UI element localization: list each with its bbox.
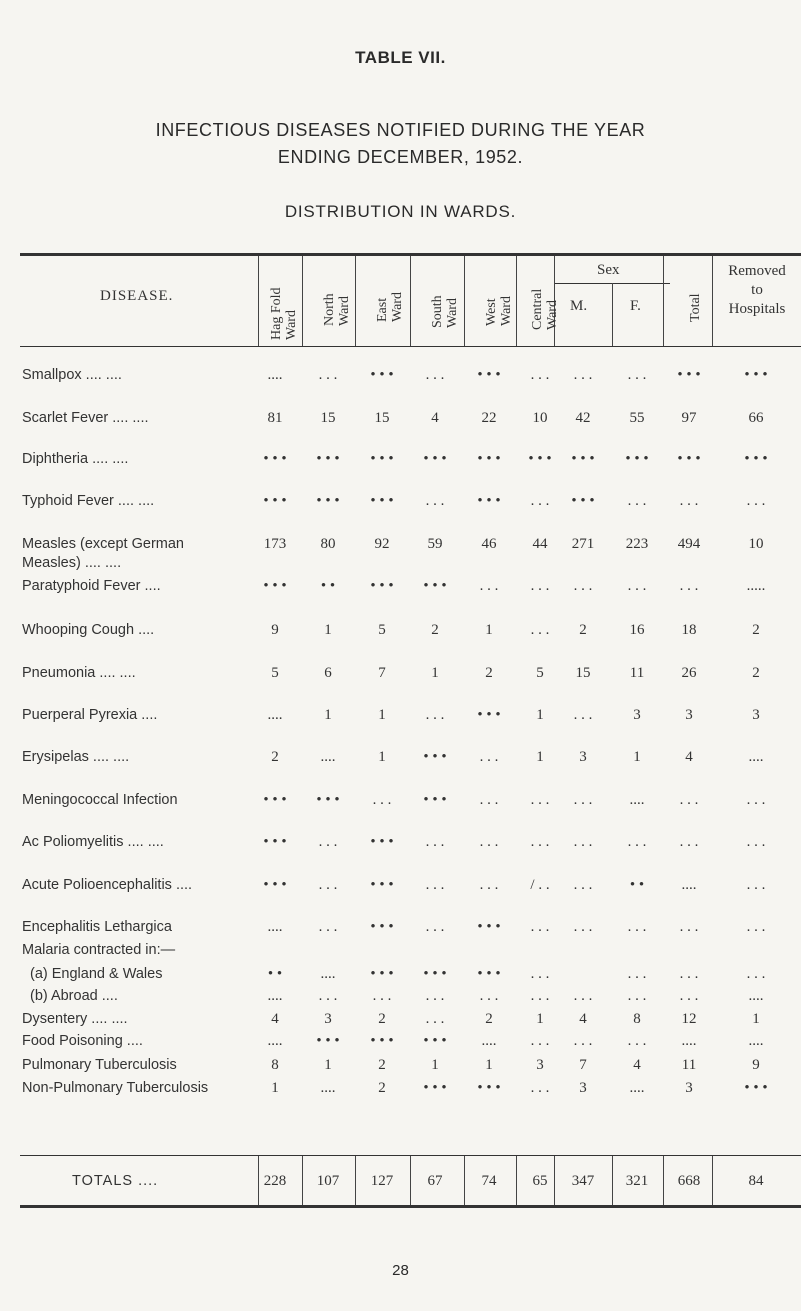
table-cell: • • • (528, 451, 552, 467)
table-cell: . . . (479, 578, 499, 594)
table-cell: • • • (316, 451, 340, 467)
disease-label: Scarlet Fever .... .... (22, 410, 149, 426)
disease-label-continued: Measles) .... .... (22, 555, 122, 571)
table-cell: . . . (530, 578, 550, 594)
table-cell: 10 (532, 410, 548, 426)
table-cell: • • • (423, 792, 447, 808)
table-cell: • • • (677, 451, 701, 467)
table-cell: 9 (752, 1057, 760, 1073)
column-divider (355, 256, 356, 346)
table-cell: . . . (627, 834, 647, 850)
table-cell: • • • (477, 966, 501, 982)
table-cell: • • • (316, 493, 340, 509)
table-cell: • • • (370, 1033, 394, 1049)
table-cell: • • • (370, 919, 394, 935)
north-ward-header: North Ward (322, 293, 352, 326)
table-cell: .... (748, 988, 764, 1004)
table-cell: 26 (681, 665, 697, 681)
table-cell: • • • (625, 451, 649, 467)
table-cell: . . . (530, 966, 550, 982)
table-cell: • • • (477, 707, 501, 723)
table-cell: 2 (378, 1057, 386, 1073)
table-cell: 4 (633, 1057, 641, 1073)
table-cell: 4 (431, 410, 439, 426)
sex-f-header: F. (630, 298, 641, 314)
page-number: 28 (392, 1262, 409, 1279)
table-cell: . . . (627, 1033, 647, 1049)
table-cell: • • • (423, 966, 447, 982)
table-cell: 1 (431, 1057, 439, 1073)
table-title-line2: ENDING DECEMBER, 1952. (277, 147, 524, 167)
table-cell: . . . (530, 367, 550, 383)
table-title-line1: INFECTIOUS DISEASES NOTIFIED DURING THE YEAR (155, 120, 646, 140)
table-cell: 55 (629, 410, 645, 426)
table-cell: . . . (573, 834, 593, 850)
table-cell: 223 (625, 536, 649, 552)
disease-label: Diphtheria .... .... (22, 451, 129, 467)
table-cell: .... (629, 1080, 645, 1096)
table-cell: • • • (263, 451, 287, 467)
table-cell: . . . (627, 988, 647, 1004)
totals-cell: 127 (370, 1173, 394, 1189)
table-cell: 22 (481, 410, 497, 426)
table-cell: 8 (271, 1057, 279, 1073)
table-cell: 2 (378, 1080, 386, 1096)
table-cell: • • • (370, 493, 394, 509)
table-cell: 4 (579, 1011, 587, 1027)
table-cell: . . . (479, 877, 499, 893)
table-cell: 3 (633, 707, 641, 723)
table-cell: • • • (477, 493, 501, 509)
table-cell: .... (267, 919, 283, 935)
table-cell: 2 (579, 622, 587, 638)
table-cell: 1 (324, 707, 332, 723)
table-cell: 2 (431, 622, 439, 638)
table-cell: . . . (530, 792, 550, 808)
east-ward-header: East Ward (375, 292, 405, 322)
table-cell: 2 (378, 1011, 386, 1027)
totals-cell: 74 (481, 1173, 497, 1189)
table-cell: 1 (633, 749, 641, 765)
sex-header: Sex (597, 262, 620, 278)
table-cell: • • • (370, 834, 394, 850)
disease-column-header: DISEASE. (100, 288, 174, 304)
table-cell: • • (320, 578, 336, 594)
table-cell: . . . (530, 1080, 550, 1096)
table-cell: ..... (746, 578, 766, 594)
table-cell: . . . (573, 988, 593, 1004)
table-cell: .... (267, 1033, 283, 1049)
table-cell: 7 (579, 1057, 587, 1073)
totals-cell: 84 (748, 1173, 764, 1189)
header-bottom-rule (20, 346, 801, 347)
table-cell: . . . (479, 988, 499, 1004)
table-cell: 4 (271, 1011, 279, 1027)
table-cell: 44 (532, 536, 548, 552)
table-cell: 2 (752, 622, 760, 638)
table-cell: . . . (746, 792, 766, 808)
table-cell: • • • (677, 367, 701, 383)
table-cell: 15 (575, 665, 591, 681)
total-header: Total (688, 293, 703, 322)
table-cell: . . . (746, 877, 766, 893)
table-cell: 2 (485, 665, 493, 681)
table-cell: . . . (679, 919, 699, 935)
table-cell: .... (320, 1080, 336, 1096)
table-cell: • • (629, 877, 645, 893)
column-divider (464, 256, 465, 346)
table-cell: . . . (679, 834, 699, 850)
table-cell: . . . (573, 367, 593, 383)
table-cell: 6 (324, 665, 332, 681)
table-cell: 15 (320, 410, 336, 426)
table-cell: .... (267, 367, 283, 383)
disease-label: Pulmonary Tuberculosis (22, 1057, 177, 1073)
table-cell: • • • (571, 451, 595, 467)
table-cell: . . . (530, 1033, 550, 1049)
table-cell: 59 (427, 536, 443, 552)
table-cell: • • • (370, 877, 394, 893)
table-cell: . . . (627, 367, 647, 383)
table-cell: • • • (316, 792, 340, 808)
table-cell: • • • (423, 1080, 447, 1096)
table-cell: / . . (530, 877, 550, 893)
table-cell: 4 (685, 749, 693, 765)
disease-label: Ac Poliomyelitis .... .... (22, 834, 164, 850)
table-cell: . . . (318, 919, 338, 935)
totals-cell: 107 (316, 1173, 340, 1189)
table-cell: . . . (530, 622, 550, 638)
column-divider (516, 256, 517, 346)
disease-label: Acute Polioencephalitis .... (22, 877, 193, 893)
table-cell: . . . (530, 834, 550, 850)
table-subtitle: DISTRIBUTION IN WARDS. (284, 202, 517, 221)
table-cell: . . . (479, 749, 499, 765)
table-cell: . . . (679, 792, 699, 808)
table-cell: 97 (681, 410, 697, 426)
table-cell: . . . (573, 578, 593, 594)
hag-fold-ward-header: Hag Fold Ward (269, 287, 299, 340)
table-cell: 12 (681, 1011, 697, 1027)
disease-label: Dysentery .... .... (22, 1011, 128, 1027)
table-cell: . . . (679, 988, 699, 1004)
totals-cell: 668 (677, 1173, 701, 1189)
table-cell: . . . (425, 834, 445, 850)
table-cell: . . . (372, 792, 392, 808)
table-cell: . . . (372, 988, 392, 1004)
table-cell: . . . (530, 919, 550, 935)
bottom-rule (20, 1205, 801, 1208)
table-cell: . . . (573, 707, 593, 723)
table-cell: 42 (575, 410, 591, 426)
column-divider (612, 283, 613, 346)
table-cell: . . . (627, 578, 647, 594)
table-cell: 1 (536, 749, 544, 765)
table-cell: • • (267, 966, 283, 982)
totals-cell: 65 (532, 1173, 548, 1189)
table-cell: • • • (423, 1033, 447, 1049)
table-cell: . . . (746, 493, 766, 509)
table-cell: 11 (681, 1057, 697, 1073)
table-cell: 1 (536, 1011, 544, 1027)
table-cell: • • • (316, 1033, 340, 1049)
table-cell: . . . (479, 792, 499, 808)
disease-label: Meningococcal Infection (22, 792, 178, 808)
table-cell: 46 (481, 536, 497, 552)
table-cell: .... (267, 707, 283, 723)
disease-label: (a) England & Wales (30, 966, 163, 982)
table-cell: • • • (263, 877, 287, 893)
table-cell: . . . (425, 367, 445, 383)
table-cell: .... (748, 1033, 764, 1049)
disease-label: Paratyphoid Fever .... (22, 578, 161, 594)
totals-cell: 228 (263, 1173, 287, 1189)
table-cell: . . . (530, 988, 550, 1004)
table-cell: 5 (271, 665, 279, 681)
table-cell: 80 (320, 536, 336, 552)
disease-label: Puerperal Pyrexia .... (22, 707, 158, 723)
table-cell: • • • (263, 834, 287, 850)
table-cell: 5 (378, 622, 386, 638)
table-cell: • • • (477, 367, 501, 383)
totals-cell: 347 (571, 1173, 595, 1189)
table-cell: • • • (477, 919, 501, 935)
table-cell: .... (629, 792, 645, 808)
table-cell: 2 (271, 749, 279, 765)
table-cell: . . . (679, 966, 699, 982)
table-cell: 3 (324, 1011, 332, 1027)
table-cell: . . . (425, 493, 445, 509)
table-cell: • • • (370, 451, 394, 467)
table-cell: • • • (477, 1080, 501, 1096)
table-cell: . . . (746, 966, 766, 982)
table-cell: . . . (425, 988, 445, 1004)
table-cell: 92 (374, 536, 390, 552)
table-cell: 271 (571, 536, 595, 552)
table-cell: • • • (263, 578, 287, 594)
table-cell: .... (681, 1033, 697, 1049)
table-cell: • • • (423, 578, 447, 594)
table-cell: • • • (263, 493, 287, 509)
table-cell: 10 (748, 536, 764, 552)
table-cell: 16 (629, 622, 645, 638)
table-cell: 1 (324, 622, 332, 638)
table-cell: . . . (530, 493, 550, 509)
column-divider (258, 256, 259, 346)
disease-label: Encephalitis Lethargica (22, 919, 172, 935)
table-cell: 66 (748, 410, 764, 426)
table-cell: 11 (629, 665, 645, 681)
table-cell: 15 (374, 410, 390, 426)
table-cell: . . . (746, 919, 766, 935)
column-divider (663, 256, 664, 346)
disease-label: Malaria contracted in:— (22, 942, 176, 958)
column-divider (410, 256, 411, 346)
table-cell: . . . (479, 834, 499, 850)
table-cell: 1 (485, 622, 493, 638)
removed-to-hospitals-header: Removed to Hospitals (728, 263, 786, 317)
table-cell: .... (681, 877, 697, 893)
table-cell: 7 (378, 665, 386, 681)
table-cell: .... (320, 966, 336, 982)
totals-cell: 321 (625, 1173, 649, 1189)
table-cell: . . . (573, 877, 593, 893)
table-cell: 3 (752, 707, 760, 723)
column-divider (302, 256, 303, 346)
table-cell: • • • (477, 451, 501, 467)
table-cell: 1 (378, 707, 386, 723)
table-cell: . . . (318, 988, 338, 1004)
disease-label: Erysipelas .... .... (22, 749, 130, 765)
table-cell: • • • (744, 367, 768, 383)
table-cell: 1 (271, 1080, 279, 1096)
table-cell: 1 (752, 1011, 760, 1027)
table-cell: 1 (324, 1057, 332, 1073)
table-cell: 1 (378, 749, 386, 765)
table-cell: .... (748, 749, 764, 765)
west-ward-header: West Ward (484, 296, 514, 326)
south-ward-header: South Ward (430, 295, 460, 328)
table-cell: 1 (485, 1057, 493, 1073)
table-number: TABLE VII. (355, 48, 446, 67)
table-cell: . . . (573, 919, 593, 935)
table-cell: 3 (685, 707, 693, 723)
table-cell: .... (320, 749, 336, 765)
table-cell: 18 (681, 622, 697, 638)
table-cell: 173 (263, 536, 287, 552)
table-cell: . . . (573, 792, 593, 808)
table-cell: • • • (744, 451, 768, 467)
table-cell: • • • (571, 493, 595, 509)
disease-label: (b) Abroad .... (30, 988, 118, 1004)
table-cell: 9 (271, 622, 279, 638)
table-cell: . . . (318, 367, 338, 383)
table-cell: 3 (579, 749, 587, 765)
table-cell: . . . (425, 877, 445, 893)
disease-label: Whooping Cough .... (22, 622, 155, 638)
disease-label: Typhoid Fever .... .... (22, 493, 155, 509)
disease-label: Measles (except German (22, 536, 184, 552)
table-cell: . . . (627, 919, 647, 935)
table-cell: 5 (536, 665, 544, 681)
table-cell: . . . (627, 966, 647, 982)
disease-label: Non-Pulmonary Tuberculosis (22, 1080, 209, 1096)
table-cell: 3 (579, 1080, 587, 1096)
table-cell: . . . (679, 578, 699, 594)
table-cell: .... (267, 988, 283, 1004)
disease-label: Food Poisoning .... (22, 1033, 143, 1049)
table-cell: 1 (536, 707, 544, 723)
table-cell: • • • (423, 749, 447, 765)
table-cell: 1 (431, 665, 439, 681)
table-cell: . . . (425, 919, 445, 935)
table-cell: . . . (746, 834, 766, 850)
table-cell: . . . (679, 493, 699, 509)
table-cell: • • • (370, 578, 394, 594)
table-cell: . . . (573, 1033, 593, 1049)
table-cell: • • • (370, 966, 394, 982)
table-cell: • • • (263, 792, 287, 808)
table-cell: . . . (318, 834, 338, 850)
disease-label: Pneumonia .... .... (22, 665, 136, 681)
table-cell: 494 (677, 536, 701, 552)
central-ward-header: Central Ward (530, 288, 560, 330)
table-cell: . . . (425, 707, 445, 723)
table-cell: . . . (425, 1011, 445, 1027)
table-cell: • • • (370, 367, 394, 383)
sex-m-header: M. (570, 298, 588, 314)
table-cell: .... (481, 1033, 497, 1049)
table-cell: . . . (318, 877, 338, 893)
table-cell: 81 (267, 410, 283, 426)
disease-label: Smallpox .... .... (22, 367, 122, 383)
table-cell: • • • (423, 451, 447, 467)
totals-cell: 67 (427, 1173, 443, 1189)
table-cell: • • • (744, 1080, 768, 1096)
table-cell: 3 (685, 1080, 693, 1096)
totals-column-divider (355, 1156, 356, 1205)
table-cell: . . . (627, 493, 647, 509)
totals-label: TOTALS .... (72, 1173, 159, 1189)
table-cell: 3 (536, 1057, 544, 1073)
table-cell: 2 (752, 665, 760, 681)
table-cell: 2 (485, 1011, 493, 1027)
table-cell: 8 (633, 1011, 641, 1027)
